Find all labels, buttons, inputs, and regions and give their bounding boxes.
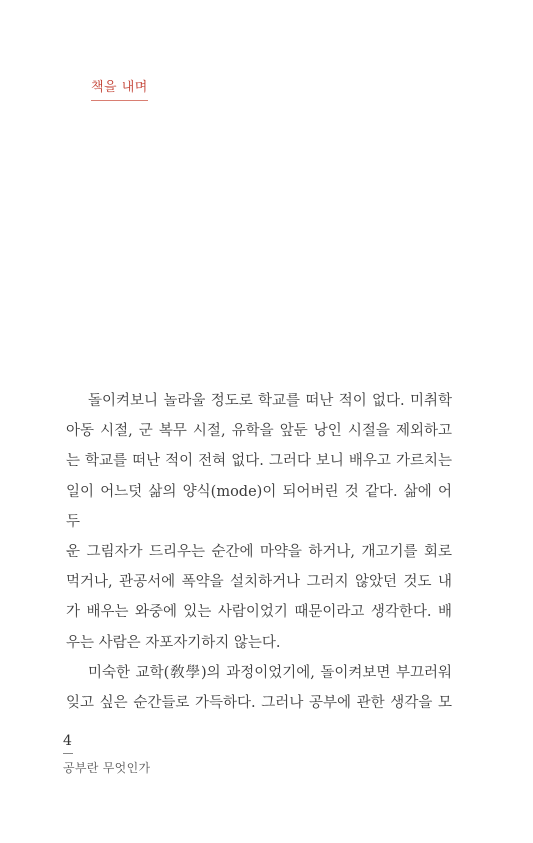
body-line: 가 배우는 와중에 있는 사람이었기 때문이라고 생각한다. 배 [66,604,452,621]
body-line: 운 그림자가 드리우는 순간에 마약을 하거나, 개고기를 회로 [66,544,452,561]
chapter-title: 책을 내며 [91,76,148,101]
body-line: 먹거나, 관공서에 폭약을 설치하거나 그러지 않았던 것도 내 [66,574,452,591]
body-text [66,386,452,718]
body-line: 아동 시절, 군 복무 시절, 유학을 앞둔 낭인 시절을 제외하고 [66,423,452,440]
body-line: 는 학교를 떠난 적이 전혀 없다. 그러다 보니 배우고 가르치는 [66,453,452,470]
body-line: 일이 어느덧 삶의 양식(mode)이 되어버린 것 같다. 삶에 어두 [66,483,452,530]
body-line: 우는 사람은 자포자기하지 않는다. [66,634,281,651]
body-line: 돌이켜보니 놀라울 정도로 학교를 떠난 적이 없다. 미취학 [88,393,452,409]
folio-divider [63,753,73,754]
body-line: 미숙한 교학(敎學)의 과정이었기에, 돌이켜보면 부끄러워 [88,664,452,681]
running-book-title: 공부란 무엇인가 [63,761,151,775]
body-line: 잊고 싶은 순간들로 가득하다. 그러나 공부에 관한 생각을 모 [66,695,452,712]
page-number: 4 [63,733,72,749]
